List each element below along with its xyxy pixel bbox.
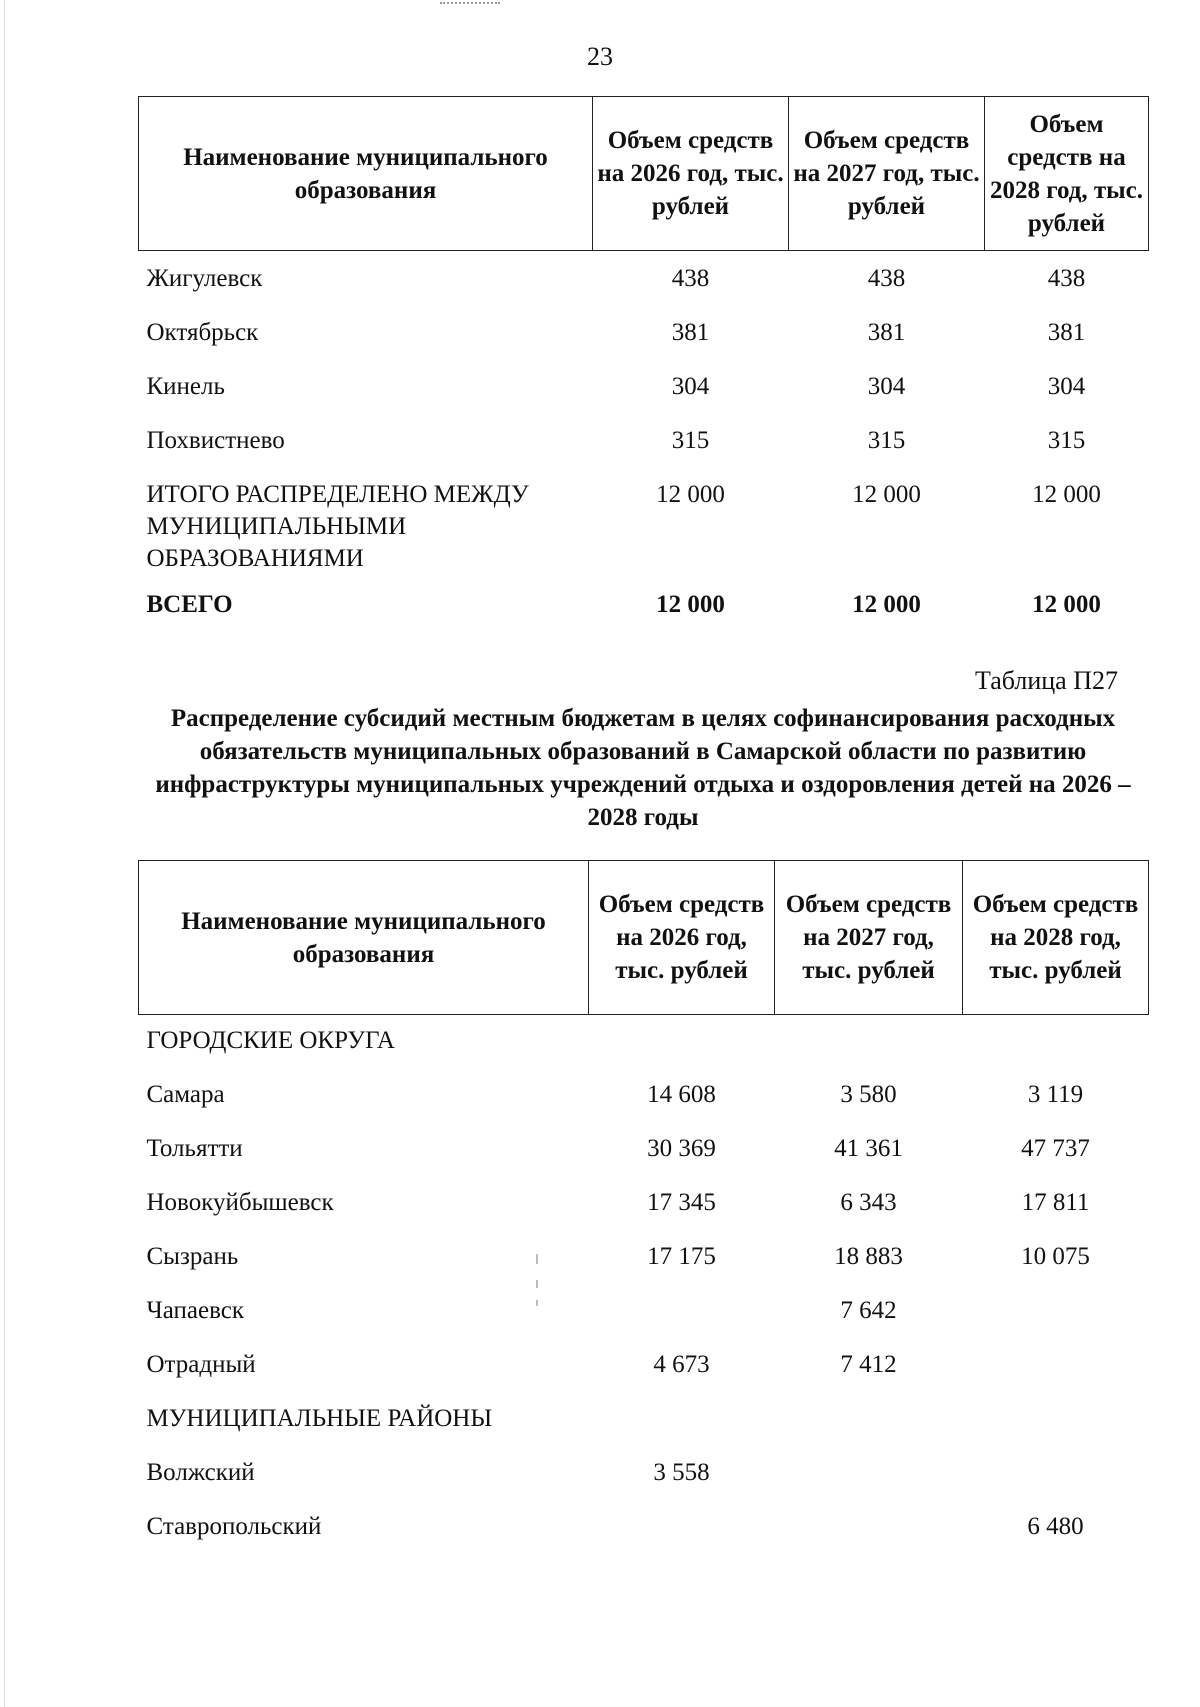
value-2028: 12 000 (1032, 480, 1101, 508)
value-2027: 7 642 (840, 1296, 897, 1324)
value-2028 (963, 1393, 1149, 1447)
header-2028: Объем средств на 2028 год, тыс. рублей (963, 861, 1149, 1015)
value-2028: 304 (1047, 372, 1086, 400)
row-name: Октябрьск (146, 318, 259, 346)
row-name: Кинель (146, 372, 225, 400)
value-2027: 315 (867, 426, 906, 454)
value-2026: 4 673 (653, 1350, 710, 1378)
value-2026: 315 (671, 426, 710, 454)
value-2026: 17 175 (647, 1242, 716, 1270)
table-header-row (139, 861, 1149, 1015)
value-2027: 12 000 (852, 590, 921, 618)
value-2027: 12 000 (852, 480, 921, 508)
value-2026 (589, 1285, 775, 1339)
table-row (139, 1177, 1149, 1231)
table-row-total (139, 577, 1149, 631)
table-row (139, 1069, 1149, 1123)
table-row (139, 1285, 1149, 1339)
value-2028: 6 480 (1027, 1512, 1084, 1540)
value-2028: 315 (1047, 426, 1086, 454)
value-2027 (775, 1447, 963, 1501)
value-2026 (589, 1501, 775, 1555)
value-2027: 41 361 (834, 1134, 903, 1162)
header-municipality: Наименование муниципального образования (139, 861, 589, 1015)
value-2026: 3 558 (653, 1458, 710, 1486)
value-2027: 438 (867, 265, 906, 292)
header-2026: Объем средств на 2026 год, тыс. рублей (593, 97, 789, 251)
value-2026: 12 000 (656, 480, 725, 508)
row-name: Самара (146, 1080, 225, 1108)
row-name: Волжский (146, 1458, 255, 1486)
value-2027 (775, 1015, 963, 1069)
header-municipality: Наименование муниципального образования (139, 97, 593, 251)
value-2026 (589, 1393, 775, 1447)
table-row (139, 359, 1149, 413)
value-2028 (963, 1447, 1149, 1501)
row-name: Новокуйбышевск (146, 1188, 334, 1216)
header-2026: Объем средств на 2026 год, тыс. рублей (589, 861, 775, 1015)
row-name: Чапаевск (146, 1296, 244, 1324)
scan-speck (536, 1280, 538, 1288)
value-2026: 12 000 (656, 590, 725, 618)
table-p27 (138, 860, 1149, 1555)
table-row (139, 251, 1149, 305)
value-2028: 3 119 (1027, 1080, 1084, 1108)
row-name: Отрадный (146, 1350, 256, 1378)
value-2027: 3 580 (840, 1080, 897, 1108)
section-label: ГОРОДСКИЕ ОКРУГА (146, 1027, 395, 1054)
table-row (139, 413, 1149, 467)
value-2027: 6 343 (840, 1188, 897, 1216)
table-header-row (139, 97, 1149, 251)
row-name: Сызрань (146, 1242, 239, 1270)
value-2026 (589, 1015, 775, 1069)
row-name: Тольятти (146, 1134, 243, 1162)
scan-marks (440, 2, 500, 7)
row-name: Жигулевск (146, 265, 263, 292)
section-row (139, 1015, 1149, 1069)
table-row (139, 1231, 1149, 1285)
table-continuation (138, 96, 1149, 631)
row-name: ВСЕГО (146, 590, 233, 618)
value-2028 (963, 1015, 1149, 1069)
value-2027: 381 (867, 318, 906, 346)
header-2028: Объем средств на 2028 год, тыс. рублей (985, 97, 1149, 251)
value-2028 (963, 1285, 1149, 1339)
table-title: Распределение субсидий местным бюджетам в целях софинансирования расходных обязательств муниципальных образований в Самарской области по развитию инфраструктуры муниципальных учреждений отдыха и оздоровления детей на 2026 – 2028 годы (155, 705, 1131, 831)
table-row (139, 1339, 1149, 1393)
section-row (139, 1393, 1149, 1447)
table-row (139, 1447, 1149, 1501)
value-2028 (963, 1339, 1149, 1393)
scan-speck (536, 1254, 538, 1264)
value-2026: 30 369 (647, 1134, 716, 1162)
value-2026: 381 (671, 318, 710, 346)
value-2026: 304 (671, 372, 710, 400)
value-2028: 47 737 (1021, 1134, 1090, 1162)
header-2027: Объем средств на 2027 год, тыс. рублей (789, 97, 985, 251)
table-row (139, 1501, 1149, 1555)
value-2028: 17 811 (1021, 1188, 1090, 1216)
table-row-subtotal (139, 467, 1149, 577)
value-2027 (775, 1501, 963, 1555)
scan-speck (536, 1300, 538, 1306)
value-2028: 381 (1047, 318, 1086, 346)
value-2026: 17 345 (647, 1188, 716, 1216)
table-caption: Таблица П27 (975, 666, 1118, 695)
row-name: Похвистнево (146, 426, 285, 454)
value-2027 (775, 1393, 963, 1447)
section-label: МУНИЦИПАЛЬНЫЕ РАЙОНЫ (146, 1404, 493, 1432)
value-2028: 10 075 (1021, 1242, 1090, 1270)
value-2027: 304 (867, 372, 906, 400)
value-2027: 7 412 (840, 1350, 897, 1378)
row-name: Ставропольский (146, 1512, 322, 1540)
row-name: ИТОГО РАСПРЕДЕЛЕНО МЕЖДУ МУНИЦИПАЛЬНЫМИ ОБРАЗОВАНИЯМИ (146, 480, 529, 572)
table-row (139, 305, 1149, 359)
value-2026: 14 608 (647, 1080, 716, 1108)
value-2027: 18 883 (834, 1242, 903, 1270)
value-2026: 438 (671, 265, 710, 292)
scan-edge-line (4, 0, 5, 1707)
table-row (139, 1123, 1149, 1177)
value-2028: 12 000 (1032, 590, 1101, 618)
value-2028: 438 (1047, 265, 1086, 292)
header-2027: Объем средств на 2027 год, тыс. рублей (775, 861, 963, 1015)
page-number: 23 (587, 42, 613, 71)
